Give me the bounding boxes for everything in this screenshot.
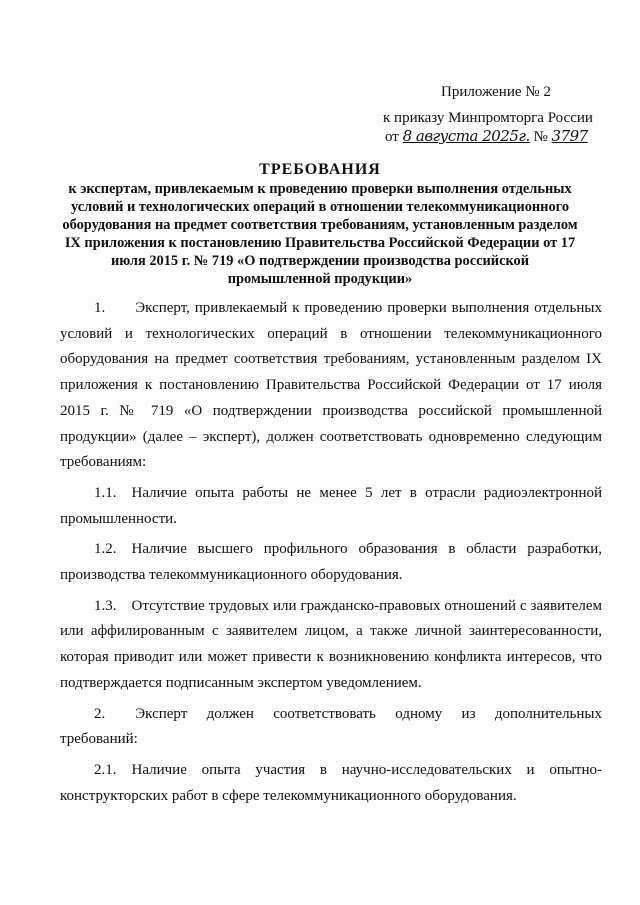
paragraph-1-1: 1.1. Наличие опыта работы не менее 5 лет в отрасли радиоэлектронной промышленности. — [60, 484, 602, 527]
handwritten-order-number: 3797 — [551, 127, 588, 145]
document-title: ТРЕБОВАНИЯ — [259, 161, 381, 178]
title-block — [60, 160, 580, 288]
document-subtitle: к экспертам, привлекаемым к проведению проверки выполнения отдельных условий и технологических операций в отношении телекоммуникационного оборудования на предмет соответствия требованиям, установленным разделом IX приложения к постановлению Правительства Российской Федерации от 17 июля 2015 г. № 719 «О подтверждении производства российской промышленной продукции» — [62, 181, 578, 287]
paragraph-2: 2. Эксперт должен соответствовать одному из дополнительных требований: — [60, 705, 602, 748]
document-body — [60, 296, 602, 814]
appendix-label: Приложение № 2 — [441, 84, 551, 100]
order-number-prefix: № — [533, 129, 548, 145]
order-reference: к приказу Минпромторга России — [383, 110, 593, 126]
paragraph-1-3: 1.3. Отсутствие трудовых или гражданско-правовых отношений с заявителем или аффилированным с заявителем лицом, а также личной заинтересованности, которая приводит или может привести к возникновению конфликта интересов, что подтверждается подписанным экспертом уведомлением. — [60, 597, 602, 691]
handwritten-order-date: 8 августа 2025г. — [402, 127, 530, 145]
order-from-prefix: от — [385, 129, 399, 145]
paragraph-1-2: 1.2. Наличие высшего профильного образования в области разработки, производства телекоммуникационного оборудования. — [60, 541, 602, 584]
paragraph-2-1: 2.1. Наличие опыта участия в научно-исследовательских и опытно-конструкторских работ в сфере телекоммуникационного оборудования. — [60, 761, 602, 804]
paragraph-1: 1. Эксперт, привлекаемый к проведению проверки выполнения отдельных условий и технологических операций в отношении телекоммуникационного оборудования на предмет соответствия требованиям, установленным разделом IX приложения к постановлению Правительства Российской Федерации от 17 июля 2015 г. № 719 «О подтверждении производства российской промышленной продукции» (далее – эксперт), должен соответствовать одновременно следующим требованиям: — [60, 300, 602, 471]
order-date-line — [385, 127, 588, 146]
